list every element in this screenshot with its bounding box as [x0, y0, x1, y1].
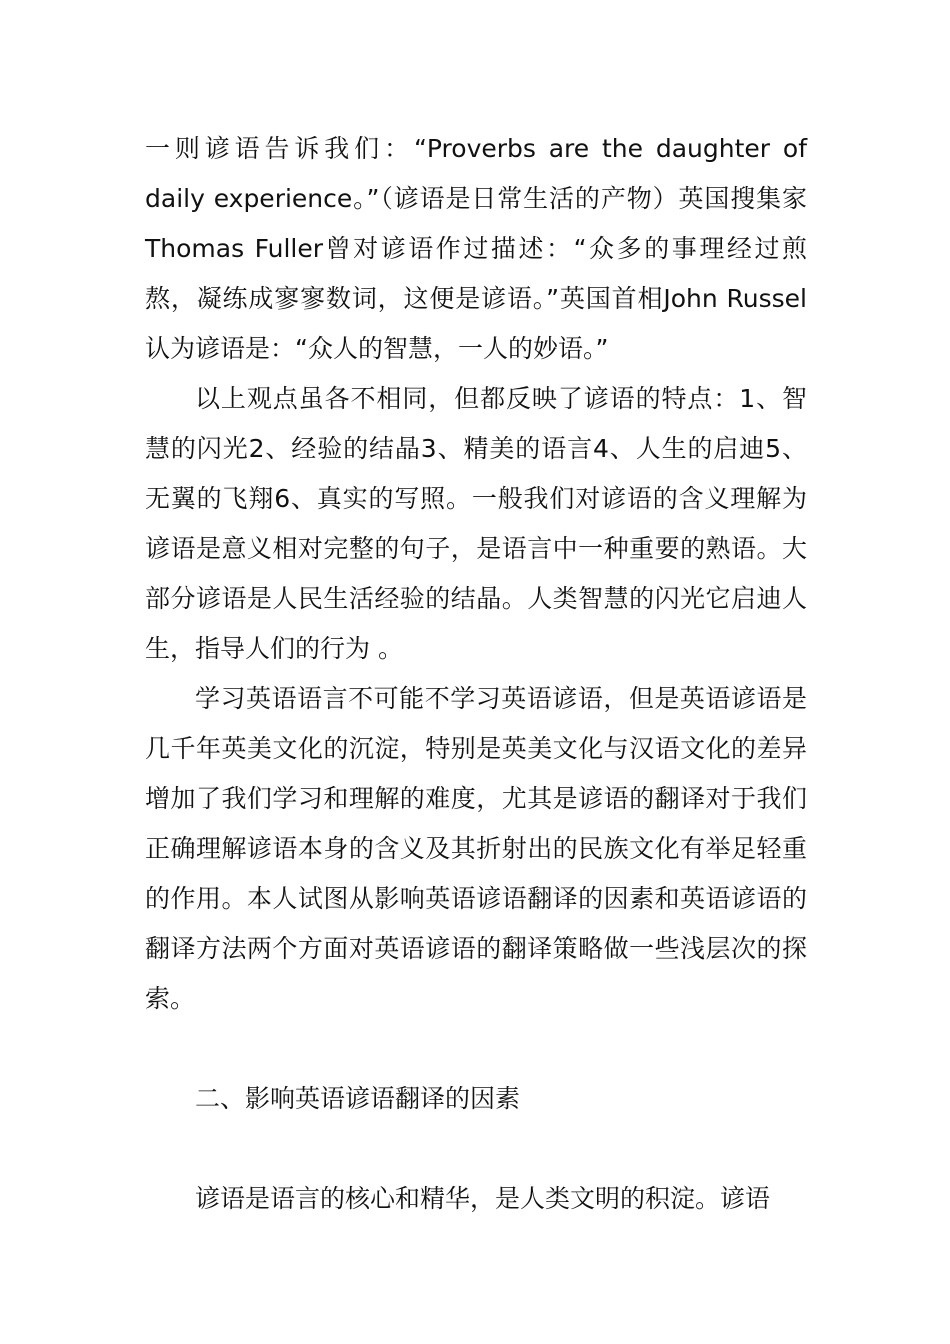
paragraph-proverb-definitions: 一则谚语告诉我们：“Proverbs are the daughter of daily experience。”（谚语是日常生活的产物）英国搜集家Thomas Fuller曾对谚语作过描述：“众多的事理经过煎熬，凝练成寥寥数词，这便是谚语。”英国首相John Russel认为谚语是：“众人的智慧，一人的妙语。” — [145, 134, 807, 363]
paragraph-learning-proverbs: 学习英语语言不可能不学习英语谚语，但是英语谚语是几千年英美文化的沉淀，特别是英美文化与汉语文化的差异增加了我们学习和理解的难度，尤其是谚语的翻译对于我们正确理解谚语本身的含义及其折射出的民族文化有举足轻重的作用。本人试图从影响英语谚语翻译的因素和英语谚语的翻译方法两个方面对英语谚语的翻译策略做一些浅层次的探索。 — [145, 684, 807, 1013]
paragraph-proverb-features: 以上观点虽各不相同，但都反映了谚语的特点：1、智慧的闪光2、经验的结晶3、精美的语言4、人生的启迪5、无翼的飞翔6、真实的写照。一般我们对谚语的含义理解为谚语是意义相对完整的句子，是语言中一种重要的熟语。大部分谚语是人民生活经验的结晶。人类智慧的闪光它启迪人生，指导人们的行为 。 — [145, 384, 807, 663]
document-body — [145, 124, 807, 1224]
section-heading: 二、影响英语谚语翻译的因素 — [195, 1084, 521, 1113]
paragraph-proverb-core: 谚语是语言的核心和精华，是人类文明的积淀。谚语 — [195, 1184, 771, 1213]
